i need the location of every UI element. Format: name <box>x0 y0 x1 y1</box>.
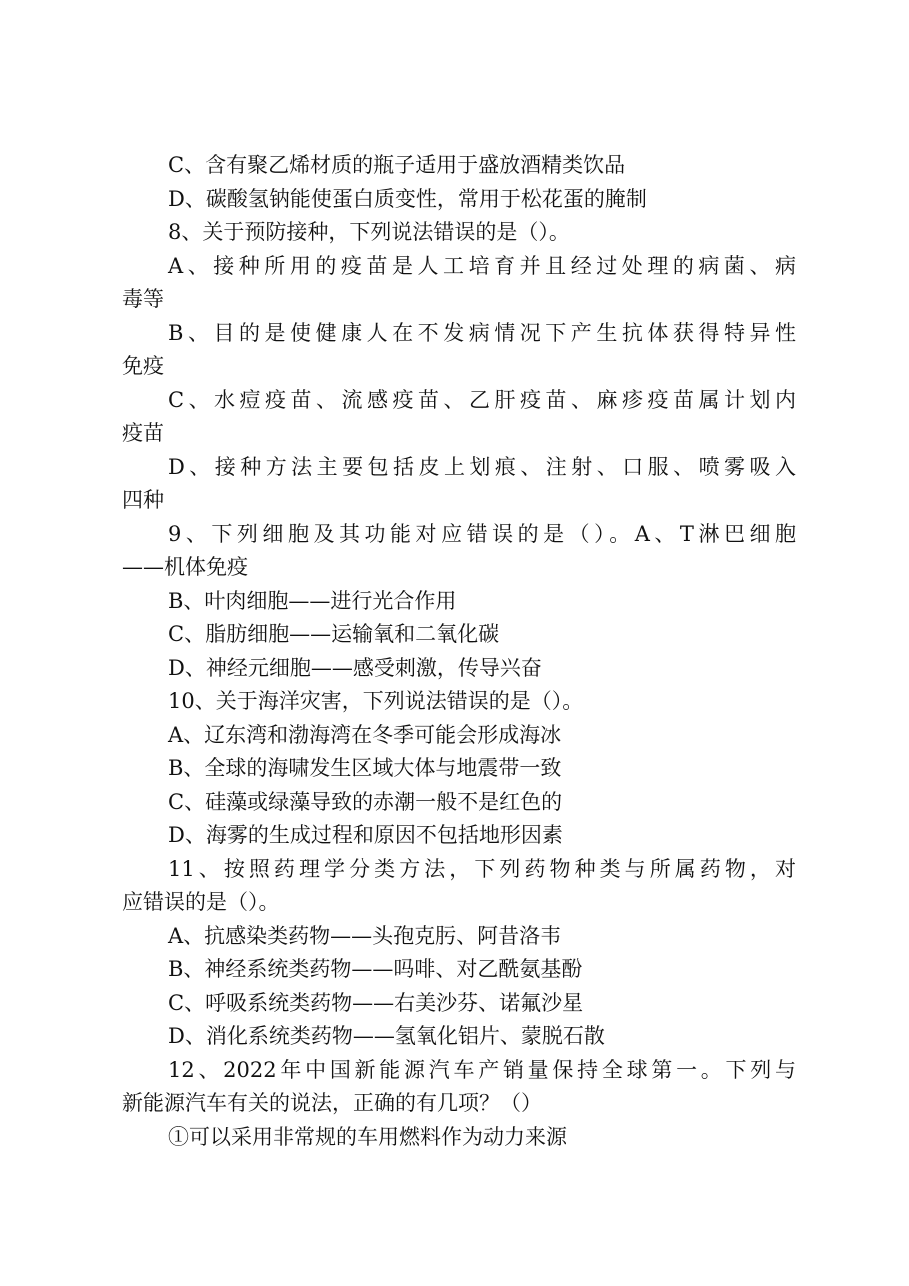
document-body <box>122 149 796 1154</box>
option-11c: C、呼吸系统类药物——右美沙芬、诺氟沙星 <box>168 990 584 1015</box>
option-10d: D、海雾的生成过程和原因不包括地形因素 <box>168 823 563 847</box>
option-8a-line-1: A、接种所用的疫苗是人工培育并且经过处理的病菌、病 <box>168 253 796 278</box>
question-9-line-2: ——机体免疫 <box>122 555 248 579</box>
option-8c-line-1: C、水痘疫苗、流感疫苗、乙肝疫苗、麻疹疫苗属计划内 <box>168 387 796 412</box>
question-12-line-1: 12、2022年中国新能源汽车产销量保持全球第一。下列与 <box>168 1057 796 1082</box>
option-9d: D、神经元细胞——感受刺激，传导兴奋 <box>168 655 542 680</box>
question-12-line-2: 新能源汽车有关的说法，正确的有几项？（） <box>122 1091 542 1115</box>
option-9c: C、脂肪细胞——运输氧和二氧化碳 <box>168 622 500 646</box>
question-10: 10、关于海洋灾害，下列说法错误的是（）。 <box>168 689 584 713</box>
option-11b: B、神经系统类药物——吗啡、对乙酰氨基酚 <box>168 957 583 981</box>
statement-12-1: ①可以采用非常规的车用燃料作为动力来源 <box>168 1124 567 1149</box>
option-8b-line-1: B、目的是使健康人在不发病情况下产生抗体获得特异性 <box>168 320 796 345</box>
option-8a-line-2: 毒等 <box>122 287 164 311</box>
question-11-line-2: 应错误的是（）。 <box>122 890 280 914</box>
option-8d-line-1: D、接种方法主要包括皮上划痕、注射、口服、喷雾吸入 <box>168 454 796 479</box>
option-7c: C、含有聚乙烯材质的瓶子适用于盛放酒精类饮品 <box>168 153 626 177</box>
option-11d: D、消化系统类药物——氢氧化铝片、蒙脱石散 <box>168 1024 605 1048</box>
option-10a: A、辽东湾和渤海湾在冬季可能会形成海冰 <box>168 722 562 747</box>
option-10c: C、硅藻或绿藻导致的赤潮一般不是红色的 <box>168 789 563 814</box>
option-7d: D、碳酸氢钠能使蛋白质变性，常用于松花蛋的腌制 <box>168 186 647 211</box>
option-9b: B、叶肉细胞——进行光合作用 <box>168 588 457 613</box>
option-8b-line-2: 免疫 <box>122 354 164 378</box>
question-11-line-1: 11、按照药理学分类方法，下列药物种类与所属药物，对 <box>168 856 796 881</box>
question-8: 8、关于预防接种，下列说法错误的是（）。 <box>168 220 570 244</box>
question-9-line-1: 9、下列细胞及其功能对应错误的是（）。A、T淋巴细胞 <box>168 521 796 546</box>
option-11a: A、抗感染类药物——头孢克肟、阿昔洛韦 <box>168 923 562 948</box>
option-10b: B、全球的海啸发生区域大体与地震带一致 <box>168 756 562 780</box>
option-8d-line-2: 四种 <box>122 488 164 512</box>
option-8c-line-2: 疫苗 <box>122 421 164 445</box>
